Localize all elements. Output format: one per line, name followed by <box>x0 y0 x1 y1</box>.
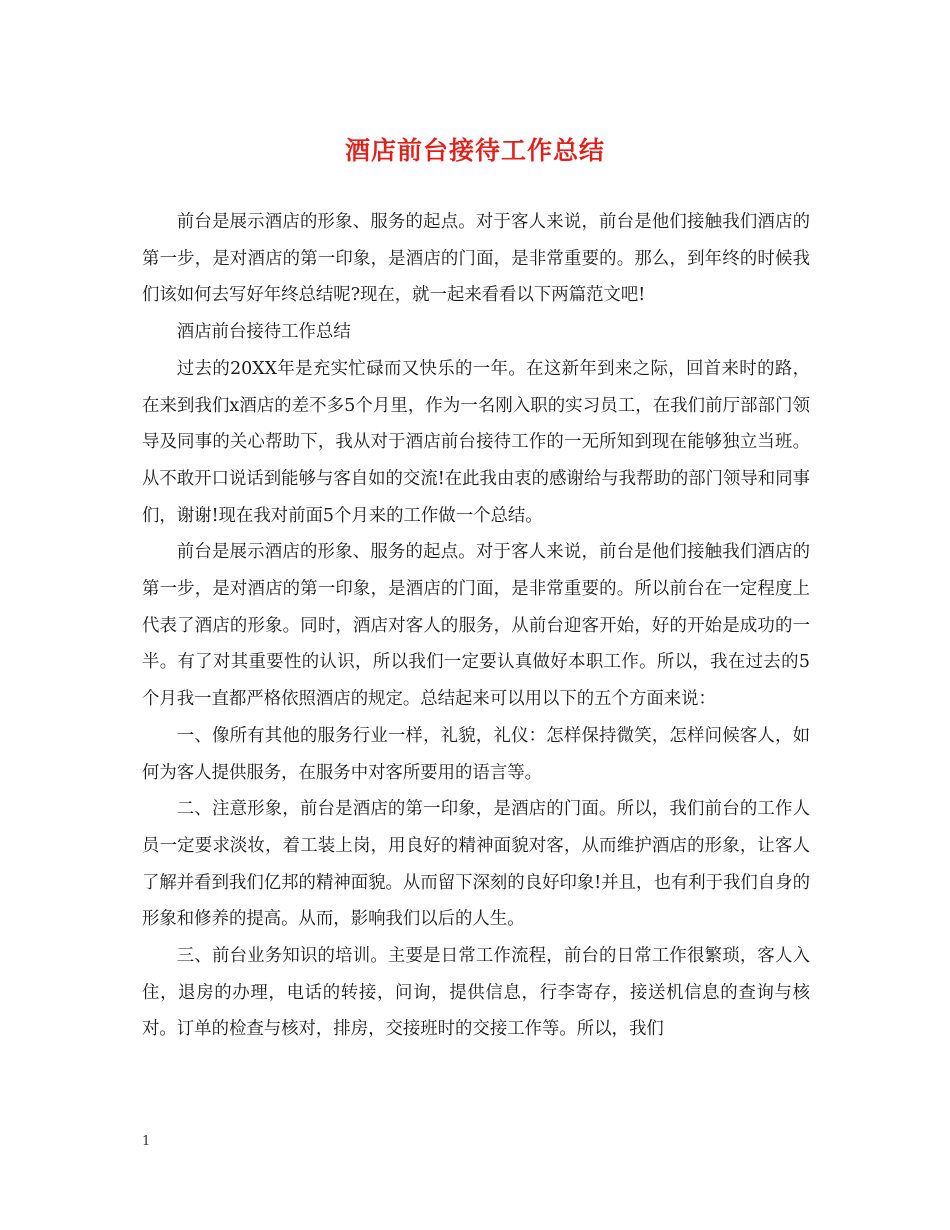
paragraph-point-one: 一、像所有其他的服务行业一样，礼貌，礼仪：怎样保持微笑，怎样问候客人，如何为客人提供服务，在服务中对客所要用的语言等。 <box>142 725 810 783</box>
paragraph-subtitle: 酒店前台接待工作总结 <box>176 322 351 343</box>
paragraph-front-desk-role: 前台是展示酒店的形象、服务的起点。对于客人来说，前台是他们接触我们酒店的第一步，是对酒店的第一印象，是酒店的门面，是非常重要的。所以前台在一定程度上代表了酒店的形象。同时，酒店对客人的服务，从前台迎客开始，好的开始是成功的一半。有了对其重要性的认识，所以我们一定要认真做好本职工作。所以，我在过去的5个月我一直都严格依照酒店的规定。总结起来可以用以下的五个方面来说： <box>142 542 810 710</box>
paragraph-review: 过去的20XX年是充实忙碌而又快乐的一年。在这新年到来之际，回首来时的路，在来到我们x酒店的差不多5个月里，作为一名刚入职的实习员工，在我们前厅部部门领导及同事的关心帮助下，我从对于酒店前台接待工作的一无所知到现在能够独立当班。从不敢开口说话到能够与客自如的交流!在此我由衷的感谢给与我帮助的部门领导和同事们，谢谢!现在我对前面5个月来的工作做一个总结。 <box>142 358 810 526</box>
page-number: 1 <box>142 1134 151 1149</box>
document-body <box>142 204 810 1048</box>
paragraph-point-two: 二、注意形象，前台是酒店的第一印象，是酒店的门面。所以，我们前台的工作人员一定要求淡妆，着工装上岗，用良好的精神面貌对客，从而维护酒店的形象，让客人了解并看到我们亿邦的精神面貌。从而留下深刻的良好印象!并且，也有利于我们自身的形象和修养的提高。从而，影响我们以后的人生。 <box>142 799 810 930</box>
paragraph-point-three: 三、前台业务知识的培训。主要是日常工作流程，前台的日常工作很繁琐，客人入住，退房的办理，电话的转接，问询，提供信息，行李寄存，接送机信息的查询与核对。订单的检查与核对，排房，交接班时的交接工作等。所以，我们 <box>142 946 810 1040</box>
document-title: 酒店前台接待工作总结 <box>344 136 605 165</box>
paragraph-intro: 前台是展示酒店的形象、服务的起点。对于客人来说，前台是他们接触我们酒店的第一步，是对酒店的第一印象，是酒店的门面，是非常重要的。那么，到年终的时候我们该如何去写好年终总结呢?现在，就一起来看看以下两篇范文吧! <box>142 212 810 306</box>
